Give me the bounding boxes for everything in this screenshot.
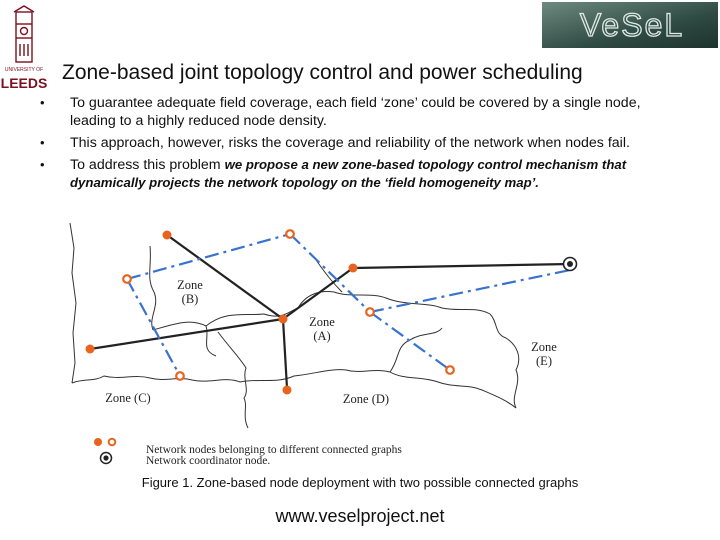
bullet-item bbox=[40, 156, 680, 192]
graph-edge bbox=[370, 270, 570, 312]
vesel-logo bbox=[542, 2, 718, 48]
network-node bbox=[283, 386, 292, 395]
leeds-logo-top: UNIVERSITY OF bbox=[4, 67, 44, 73]
page-title: Zone-based joint topology control and power scheduling bbox=[62, 61, 583, 84]
bullet-text: To address this problem bbox=[70, 157, 225, 173]
graph-edge bbox=[127, 279, 180, 376]
zone-boundary bbox=[390, 328, 442, 372]
network-node bbox=[163, 231, 172, 240]
network-node bbox=[286, 230, 294, 238]
zone-boundary bbox=[390, 372, 516, 408]
zone-label-e: Zone (E) bbox=[531, 340, 557, 368]
filled-nodes bbox=[86, 231, 358, 395]
bullet-dot: • bbox=[40, 135, 45, 150]
zone-label-a: Zone (A) bbox=[309, 315, 335, 343]
zone-label-c: Zone (C) bbox=[105, 391, 151, 405]
network-node bbox=[176, 372, 184, 380]
zone-boundary bbox=[316, 260, 342, 292]
leeds-logo bbox=[0, 4, 48, 94]
zone-boundary bbox=[72, 376, 240, 383]
network-node bbox=[86, 345, 95, 354]
figure-legend bbox=[94, 438, 402, 467]
network-node bbox=[366, 308, 374, 316]
zone-boundary bbox=[70, 223, 76, 383]
vesel-logo-text: VeSeL bbox=[579, 7, 685, 43]
zone-boundary bbox=[490, 314, 519, 408]
bullet-text: This approach, however, risks the coverage and reliability of the network when nodes fail. bbox=[70, 135, 630, 151]
network-node bbox=[123, 275, 131, 283]
bullet-emphasis: we propose a new zone-based topology control mechanism that dynamically projects the network topology on the ‘field homogeneity map’. bbox=[70, 157, 627, 190]
bullet-item bbox=[40, 94, 680, 130]
graph-edge bbox=[353, 264, 570, 268]
zone-boundary bbox=[150, 246, 156, 330]
zone-label-d: Zone (D) bbox=[342, 392, 390, 406]
zone-topology-diagram bbox=[70, 218, 615, 468]
network-node bbox=[349, 264, 358, 273]
zone-boundary bbox=[298, 292, 490, 314]
network-node bbox=[446, 366, 454, 374]
bullet-list bbox=[40, 94, 680, 196]
leeds-logo-name: LEEDS bbox=[0, 75, 48, 91]
zone-label-b: Zone (B) bbox=[177, 278, 203, 306]
solid-graph-edges bbox=[90, 235, 570, 388]
bullet-text: To guarantee adequate field coverage, each field ‘zone’ could be covered by a single node, leading to a highly reduced node density. bbox=[70, 95, 641, 129]
bullet-dot: • bbox=[40, 95, 45, 110]
bullet-item bbox=[40, 134, 680, 152]
legend-graphs-label: Network nodes belonging to different connected graphs bbox=[146, 444, 402, 456]
graph-edge bbox=[127, 234, 290, 279]
graph-edge bbox=[283, 319, 287, 388]
graph-edge bbox=[167, 235, 283, 319]
zone-boundary bbox=[240, 370, 390, 382]
coordinator-node bbox=[564, 258, 577, 271]
legend-filled-node bbox=[94, 438, 102, 446]
graph-edge bbox=[290, 234, 370, 312]
website-link[interactable]: www.veselproject.net bbox=[275, 506, 445, 526]
network-node bbox=[279, 315, 288, 324]
figure-caption: Figure 1. Zone-based node deployment with two possible connected graphs bbox=[141, 475, 579, 490]
graph-edge bbox=[370, 312, 450, 370]
graph-edge bbox=[90, 319, 283, 349]
bullet-dot: • bbox=[40, 157, 45, 172]
legend-hollow-node bbox=[109, 439, 116, 446]
legend-coordinator-label: Network coordinator node. bbox=[146, 455, 271, 467]
